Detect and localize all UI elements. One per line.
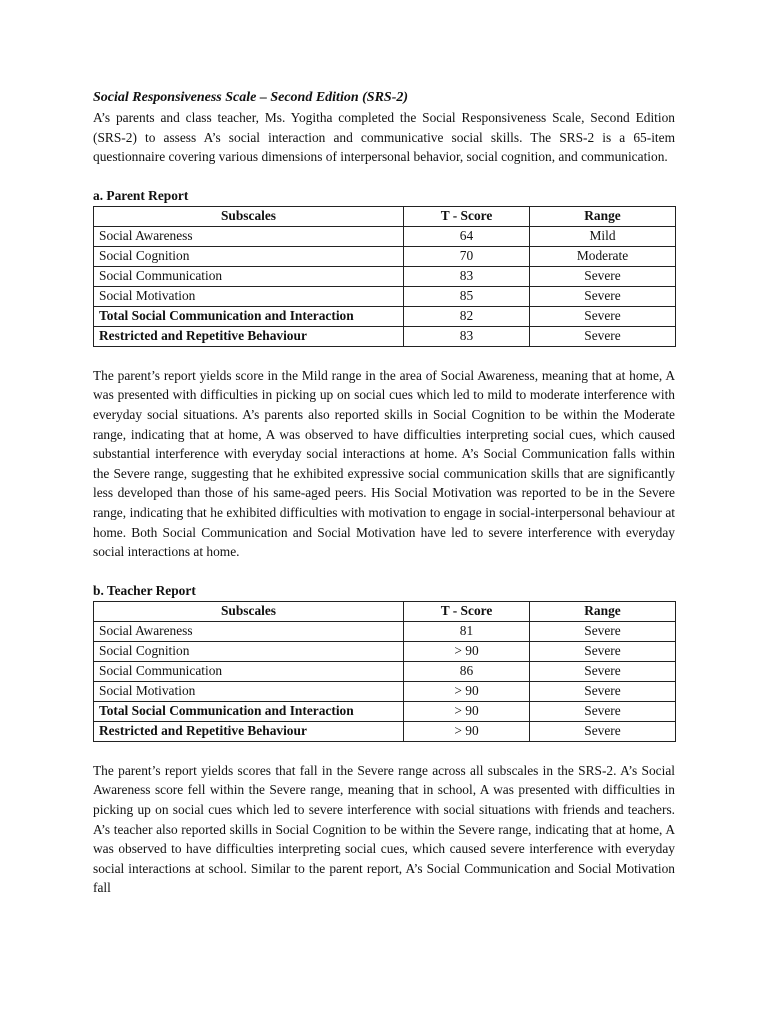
document-content [93, 88, 675, 898]
header-range: Range [530, 601, 676, 621]
score-cell: 64 [404, 226, 530, 246]
score-cell: 83 [404, 266, 530, 286]
score-cell: 82 [404, 306, 530, 326]
range-cell: Severe [530, 306, 676, 326]
header-t-score: T - Score [404, 601, 530, 621]
score-cell: > 90 [404, 641, 530, 661]
table-row [94, 681, 676, 701]
table-row [94, 641, 676, 661]
score-cell: > 90 [404, 701, 530, 721]
header-subscales: Subscales [94, 206, 404, 226]
table-header-row [94, 206, 676, 226]
subscale-cell: Total Social Communication and Interaction [94, 306, 404, 326]
range-cell: Severe [530, 621, 676, 641]
subscale-cell: Social Cognition [94, 641, 404, 661]
score-cell: 83 [404, 326, 530, 346]
subscale-cell: Social Awareness [94, 621, 404, 641]
range-cell: Severe [530, 661, 676, 681]
table-row [94, 266, 676, 286]
score-cell: > 90 [404, 721, 530, 741]
header-t-score: T - Score [404, 206, 530, 226]
score-cell: 86 [404, 661, 530, 681]
teacher-report-heading: b. Teacher Report [93, 582, 196, 598]
table-row [94, 326, 676, 346]
subscale-cell: Social Communication [94, 266, 404, 286]
range-cell: Moderate [530, 246, 676, 266]
table-row [94, 246, 676, 266]
table-row [94, 286, 676, 306]
range-cell: Severe [530, 681, 676, 701]
range-cell: Severe [530, 286, 676, 306]
header-subscales: Subscales [94, 601, 404, 621]
parent-report-paragraph: The parent’s report yields score in the Mild range in the area of Social Awareness, meaning that at home, A was presented with difficulties in picking up on social cues which led to mild to moderate interference with everyday social situations. A’s parents also reported skills in Social Cognition to be within the Moderate range, indicating that at home, A was observed to have difficulties interpreting social cues, which caused substantial interference with everyday social interactions at home. A’s Social Communication falls within the Severe range, suggesting that he exhibited expressive social communication skills that are significantly less developed than those of his same-aged peers. His Social Motivation was reported to be in the Severe range, indicating that he exhibited difficulties with motivation to engage in social-interpersonal behaviour at home. Both Social Communication and Social Motivation have led to severe interference with everyday social interactions at home. [93, 367, 675, 560]
score-cell: 85 [404, 286, 530, 306]
range-cell: Severe [530, 266, 676, 286]
table-header-row [94, 601, 676, 621]
teacher-report-paragraph: The parent’s report yields scores that fall in the Severe range across all subscales in the SRS-2. A’s Social Awareness score fell within the Severe range, meaning that in school, A was presented with difficulties in picking up on social cues which led to severe interference with social situations with friends and teachers. A’s teacher also reported skills in Social Cognition to be within the Severe range, indicating that at home, A was observed to have difficulties interpreting social cues, which caused severe interference with everyday social interactions at school. Similar to the parent report, A’s Social Communication and Social Motivation fall [93, 762, 675, 896]
document-title: Social Responsiveness Scale – Second Edition (SRS-2) [93, 90, 409, 105]
range-cell: Severe [530, 326, 676, 346]
subscale-cell: Restricted and Repetitive Behaviour [94, 721, 404, 741]
range-cell: Mild [530, 226, 676, 246]
table-row [94, 226, 676, 246]
table-row [94, 306, 676, 326]
table-row [94, 701, 676, 721]
subscale-cell: Total Social Communication and Interaction [94, 701, 404, 721]
table-row [94, 621, 676, 641]
range-cell: Severe [530, 701, 676, 721]
score-cell: 70 [404, 246, 530, 266]
header-range: Range [530, 206, 676, 226]
subscale-cell: Social Motivation [94, 681, 404, 701]
score-cell: 81 [404, 621, 530, 641]
intro-paragraph: A’s parents and class teacher, Ms. Yogitha completed the Social Responsiveness Scale, Second Edition (SRS-2) to assess A’s social interaction and communicative social skills. The SRS-2 is a 65-item questionnaire covering various dimensions of interpersonal behavior, social cognition, and communication. [93, 110, 675, 165]
parent-report-heading: a. Parent Report [93, 187, 189, 203]
subscale-cell: Social Communication [94, 661, 404, 681]
parent-report-table [93, 206, 676, 347]
subscale-cell: Restricted and Repetitive Behaviour [94, 326, 404, 346]
table-row [94, 661, 676, 681]
score-cell: > 90 [404, 681, 530, 701]
range-cell: Severe [530, 641, 676, 661]
subscale-cell: Social Cognition [94, 246, 404, 266]
range-cell: Severe [530, 721, 676, 741]
teacher-report-table [93, 601, 676, 742]
table-row [94, 721, 676, 741]
subscale-cell: Social Motivation [94, 286, 404, 306]
subscale-cell: Social Awareness [94, 226, 404, 246]
